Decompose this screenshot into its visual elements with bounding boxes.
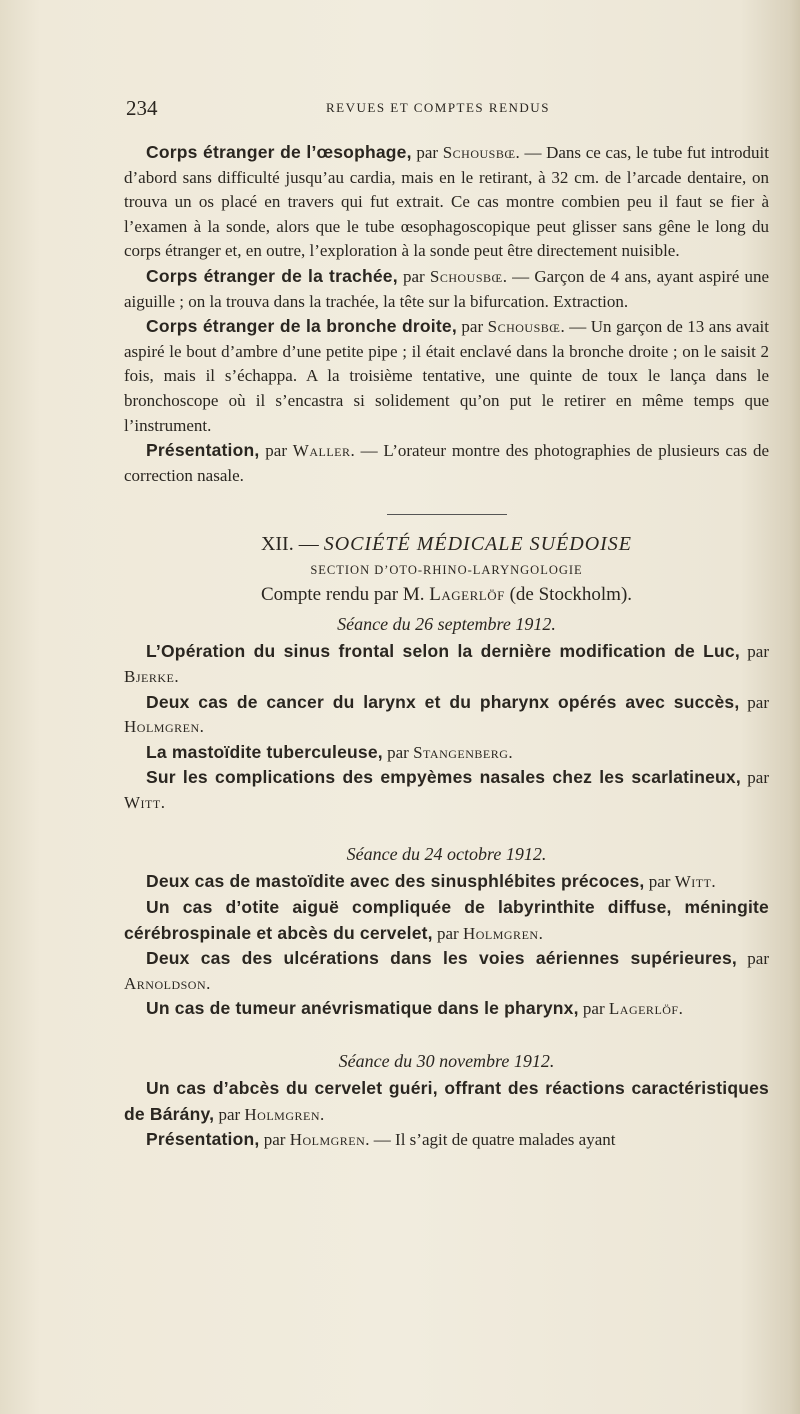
entry-paragraph: Un cas d’abcès du cervelet guéri, offrant des réactions caractéristiques de Bárány, par Holmgren. — [124, 1078, 769, 1124]
entry-paragraph: La mastoïdite tuberculeuse, par Stangenberg. — [146, 741, 513, 762]
section-heading: XII. — SOCIÉTÉ MÉDICALE SUÉDOISE — [260, 533, 633, 556]
running-header — [126, 96, 766, 120]
entry-paragraph: Présentation, par Holmgren. — Il s’agit de quatre malades ayant — [146, 1129, 616, 1150]
seance-entries — [124, 639, 769, 815]
entry-paragraph: Deux cas de cancer du larynx et du pharynx opérés avec succès, par Holmgren. — [124, 691, 769, 737]
entry-paragraph: Un cas d’otite aiguë compliquée de labyrinthite diffuse, méningite cérébrospinale et abcès du cervelet, par Holmgren. — [124, 897, 769, 943]
seance-date: Séance du 24 octobre 1912. — [346, 844, 547, 865]
entries-top — [124, 140, 769, 488]
running-title: REVUES ET COMPTES RENDUS — [326, 100, 550, 115]
page-body — [124, 140, 769, 1153]
entry-paragraph: Deux cas des ulcérations dans les voies aériennes supérieures, par Arnoldson. — [124, 948, 769, 993]
seance-entries — [124, 1076, 769, 1153]
section-divider — [387, 514, 507, 515]
entry-paragraph: Corps étranger de la trachée, par Schousbœ. — Garçon de 4 ans, ayant aspiré une aiguille ; on la trouva dans la trachée, la tête sur la bifurcation. Extraction. — [124, 265, 769, 311]
page-number: 234 — [126, 96, 158, 120]
entry-paragraph: Deux cas de mastoïdite avec des sinusphlébites précoces, par Witt. — [146, 871, 716, 892]
entry-paragraph: Corps étranger de l’œsophage, par Schousbœ. — Dans ce cas, le tube fut introduit d’abord sans difficulté jusqu’au cardia, mais en le retirant, à 32 cm. de l’arcade dentaire, on trouva un os placé en travers qui fut extrait. Ce cas montre combien peu il faut se fier à l’examen à la sonde, alors que le tube œsophagoscopique peut glisser sans gêne le long du corps étranger et, en outre, l’exploration à la sonde peut être directement nuisible. — [124, 142, 769, 261]
entry-paragraph: Présentation, par Waller. — L’orateur montre des photographies de plusieurs cas de correction nasale. — [124, 440, 769, 485]
seance-entries — [124, 869, 769, 1022]
entry-paragraph: Un cas de tumeur anévrismatique dans le pharynx, par Lagerlöf. — [146, 998, 683, 1019]
report-credit: Compte rendu par M. Lagerlöf (de Stockholm). — [260, 584, 633, 606]
entry-paragraph: Corps étranger de la bronche droite, par Schousbœ. — Un garçon de 13 ans avait aspiré le bout d’ambre d’une petite pipe ; il était enclavé dans la bronche droite ; on le saisit 2 fois, mais il s’échappa. A la troisième tentative, une quinte de toux le lança dans le bronchoscope où il s’encastra si solidement qu’on put le retirer en même temps que l’instrument. — [124, 316, 769, 435]
seance-date: Séance du 26 septembre 1912. — [337, 614, 556, 635]
section-subtitle: SECTION D’OTO-RHINO-LARYNGOLOGIE — [310, 563, 583, 578]
entry-paragraph: L’Opération du sinus frontal selon la dernière modification de Luc, par Bjerke. — [124, 641, 769, 686]
seance-date: Séance du 30 novembre 1912. — [338, 1051, 555, 1072]
entry-paragraph: Sur les complications des empyèmes nasales chez les scarlatineux, par Witt. — [124, 767, 769, 812]
